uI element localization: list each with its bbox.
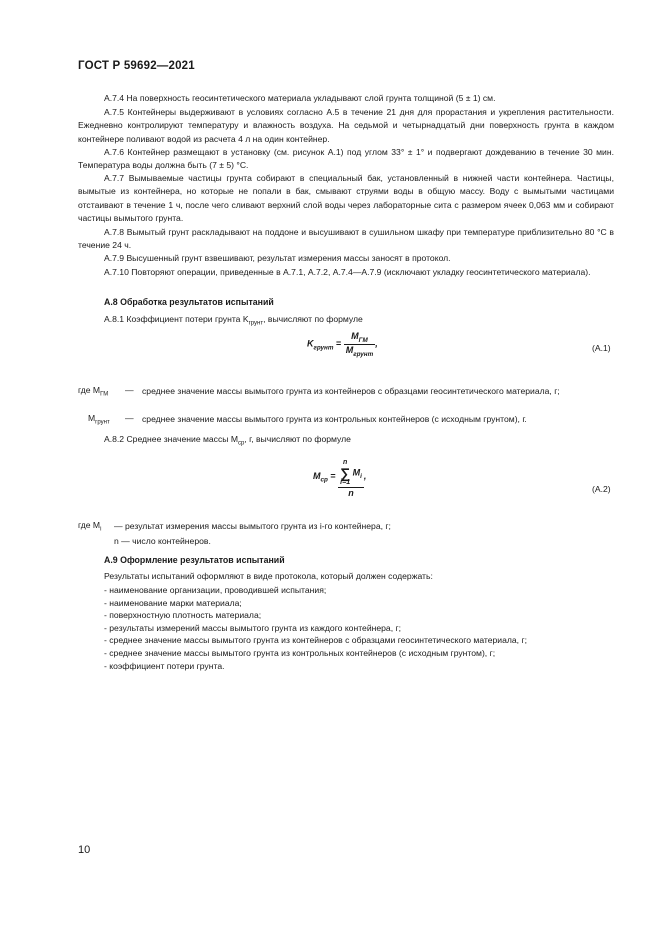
section-a8-heading: А.8 Обработка результатов испытаний: [104, 297, 274, 307]
formula1-num-sub: ГМ: [358, 336, 368, 344]
formula2-sum-bottom: i=1: [340, 479, 351, 486]
list-item: - поверхностную плотность материала;: [104, 609, 527, 622]
formula2-fraction: [338, 455, 364, 498]
where2-sub: i: [100, 526, 102, 533]
where1-text: среднее значение массы вымытого грунта из контейнеров с образцами геосинтетического материала, г;: [142, 386, 560, 396]
list-item: - наименование организации, проводившей испытания;: [104, 584, 527, 597]
where1-label: [78, 385, 108, 398]
paragraph-a75: А.7.5 Контейнеры выдерживают в условиях согласно А.5 в течение 21 дня для прорастания и укрепления растительности. Ежедневно контролируют температуру и влажность воздуха. На седьмой и четырнадцатый дни поверхность грунта в каждом контейнере поливают водой из расчета 4 л на один контейнер.: [78, 107, 614, 144]
where1-label2-sub: грунт: [95, 419, 110, 426]
a81-rest: , вычисляют по формуле: [263, 314, 363, 324]
where1-sub: ГМ: [100, 391, 109, 398]
a82-text: А.8.2 Среднее значение массы M: [104, 434, 238, 444]
formula-a2: $M_{ср}$ = n ∑ i=1 $M_i$ n ,: [313, 455, 366, 498]
paragraph-a81: [104, 313, 614, 331]
where2-label: [78, 520, 101, 533]
formula1-num: M: [351, 331, 359, 341]
paragraph-a79: А.7.9 Высушенный грунт взвешивают, результат измерения массы заносят в протокол.: [104, 253, 451, 263]
where1-dash: —: [125, 385, 134, 395]
section-a9-heading: А.9 Оформление результатов испытаний: [104, 555, 285, 565]
formula1-fraction: [344, 331, 375, 358]
formula2-sum-top: n: [342, 459, 348, 466]
document-header: ГОСТ Р 59692—2021: [78, 60, 195, 72]
paragraph-a77: А.7.7 Вымываемые частицы грунта собирают в специальный бак, установленный в нижней части контейнера. Частицы, вымытые из контейнера, но которые не попали в бак, смывают струями воды в общую массу. Воду с вымытыми частицами отстаивают в течение 1 ч, после чего сливают верхний слой воды через лабораторные сита с размером ячеек 0,063 мм и собирают частицы вымытого грунта.: [78, 173, 614, 224]
list-item: - наименование марки материала;: [104, 597, 527, 610]
paragraph-a710: А.7.10 Повторяют операции, приведенные в А.7.1, А.7.2, А.7.4—А.7.9 (исключают укладку геосинтетического материала).: [104, 267, 591, 277]
sigma-icon: ∑: [340, 465, 351, 481]
list-item: - среднее значение массы вымытого грунта из контрольных контейнеров (с исходным грунтом), г;: [104, 647, 527, 660]
formula-a1: $K_{грунт}$ = $\frac{M_{ГМ}}{M_{грунт}}$ ,: [307, 331, 378, 358]
where2-text: — результат измерения массы вымытого грунта из i-го контейнера, г;: [114, 521, 391, 531]
where1-dash2: —: [125, 413, 134, 423]
formula2-term: M: [352, 467, 361, 478]
formula1-den: M: [345, 344, 354, 355]
formula1-lhs-sub: грунт: [313, 344, 334, 352]
paragraph-a74: А.7.4 На поверхность геосинтетического материала укладывают слой грунта толщиной (5 ± 1) см.: [104, 93, 496, 103]
formula2-term-sub: i: [360, 473, 362, 481]
where2-line2: n — число контейнеров.: [114, 536, 211, 546]
where1-text2: среднее значение массы вымытого грунта из контрольных контейнеров (с исходным грунтом), г.: [142, 414, 527, 424]
formula2-den: n: [348, 488, 354, 498]
paragraph-a78: А.7.8 Вымытый грунт раскладывают на поддоне и высушивают в сушильном шкафу при температуре приблизительно 80 °С в течение 24 ч.: [78, 227, 614, 251]
a82-sub: ср: [238, 440, 245, 447]
formula2-lhs-sub: ср: [320, 476, 328, 484]
formula1-lhs: K: [307, 338, 314, 349]
where1-prefix: где M: [78, 385, 101, 395]
a9-items-list: [104, 584, 527, 672]
where2-prefix: где M: [78, 520, 101, 530]
formula1-number: (А.1): [592, 343, 611, 353]
formula2-number: (А.2): [592, 484, 611, 494]
where1-label2-main: M: [88, 413, 96, 423]
a81-sub: грунт: [248, 320, 264, 327]
formula1-den-sub: грунт: [353, 350, 374, 358]
where1-label2: [88, 413, 110, 426]
paragraph-a82: [104, 433, 614, 451]
a82-rest: , г, вычисляют по формуле: [244, 434, 351, 444]
list-item: - коэффициент потери грунта.: [104, 660, 527, 673]
list-item: - результаты измерений массы вымытого грунта из каждого контейнера, г;: [104, 622, 527, 635]
a9-intro: Результаты испытаний оформляют в виде протокола, который должен содержать:: [104, 571, 433, 581]
page-number: 10: [78, 844, 91, 856]
list-item: - среднее значение массы вымытого грунта из контейнеров с образцами геосинтетического материала, г;: [104, 634, 527, 647]
paragraph-a76: А.7.6 Контейнер размещают в установку (см. рисунок А.1) под углом 33° ± 1° и подвергают дождеванию в течение 30 мин. Температура воды должна быть (7 ± 5) °С.: [78, 147, 614, 171]
a81-text: А.8.1 Коэффициент потери грунта K: [104, 314, 249, 324]
formula2-lhs: M: [313, 470, 321, 481]
